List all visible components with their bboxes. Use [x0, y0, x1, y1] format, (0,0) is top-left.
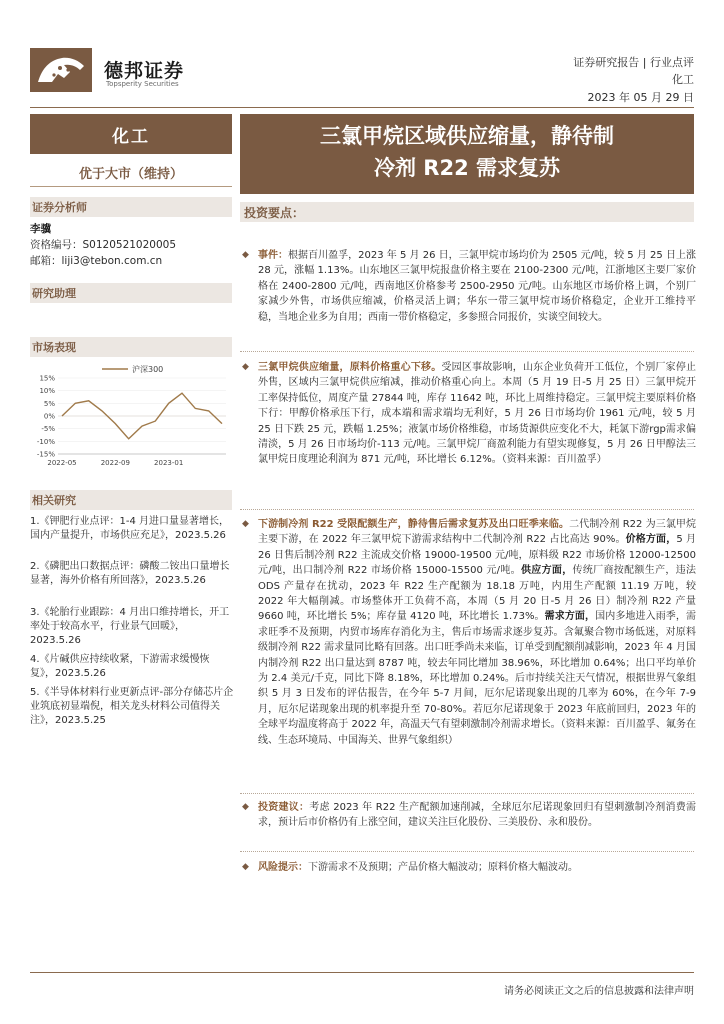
report-date: 2023 年 05 月 29 日 [587, 91, 694, 104]
y-tick-label: -15% [36, 450, 55, 459]
email-line [30, 253, 162, 268]
supply-heading: 三氯甲烷供应缩量，原料价格重心下移。 [258, 362, 442, 373]
supply-subheading: 供应方面， [520, 565, 573, 577]
event-paragraph [244, 248, 696, 325]
rating: 优于大市（维持） [78, 167, 183, 182]
paragraph-divider [240, 851, 694, 852]
event-text: 根据百川盈孚，2023 年 5 月 26 日，三氯甲烷市场均价为 2505 元/吨，较 5 月 25 日上涨 28 元，涨幅 1.13%。山东地区三氯甲烷报盘价格主要在 2100-2300 元/吨，江浙地区主要厂家价格在 2400-2800 元/吨，西南地区价格参考 2500-2950 元/吨。山东地区市场价格上调，个别厂家减少外售，市场供应缩减，价格灵活上调；华东一带三氯甲烷市场价格稳定，企业开工维持平稳，当地企业多为自用；西南一带价格稳定，多参照合同报价，实谈空间较大。 [258, 250, 696, 323]
diamond-bullet-icon: ◆ [242, 362, 249, 372]
footer-disclaimer: 请务必阅读正文之后的信息披露和法律声明 [504, 986, 694, 997]
company-name-en: Topsperity Securities [106, 80, 179, 88]
diamond-bullet-icon: ◆ [242, 862, 249, 872]
analyst-name: 李骥 [30, 223, 51, 235]
demand-text-c: 传统厂商按配额生产，违法 ODS 产量存在扰动，2023 年 R22 生产配额为 18.18 万吨，内用生产配额 11.19 万吨，较 2022 年大幅削减。市场整体开工负荷不高，本周（5 月 20 日-5 月 26 日）制冷剂 R22 产量 9660 吨，环比增长 5%；库存量 4120 吨，环比增长 1.73%。 [258, 565, 697, 623]
market-chart [30, 362, 232, 472]
key-points-header: 投资要点： [240, 202, 694, 222]
market-section-header: 市场表现 [30, 337, 232, 357]
y-tick-label: 0% [43, 412, 55, 421]
y-tick-label: -10% [36, 437, 55, 446]
y-tick-label: 15% [39, 374, 55, 383]
diamond-bullet-icon: ◆ [242, 802, 249, 812]
y-tick-label: 5% [43, 399, 55, 408]
email-value[interactable]: liji3@tebon.com.cn [61, 255, 163, 267]
cert-label: 资格编号： [30, 239, 83, 251]
legend-label: 沪深300 [132, 365, 164, 374]
diamond-bullet-icon: ◆ [242, 250, 249, 260]
y-tick-label: -5% [41, 425, 55, 434]
x-tick-label: 2022-09 [100, 459, 130, 467]
related-item[interactable]: 4.《片碱供应持续收紧，下游需求缓慢恢复》，2023.5.26 [30, 654, 210, 679]
x-tick-label: 2022-05 [47, 459, 77, 467]
risk-heading: 风险提示： [258, 862, 308, 873]
supply-text: 受园区事故影响，山东企业负荷开工低位，个别厂家停止外售，区域内三氯甲烷供应缩减，推动价格重心向上。本周（5 月 19 日-5 月 25 日）三氯甲烷开工率保持低位，周度产量 27844 吨，库存 11642 吨，环比上周维持稳定。三氯甲烷主要原料价格下行：甲醇价格承压下行，成本端和需求端均无利好，5 月 26 日市场均价 1961 元/吨，较 5 月 25 日下跌 25 元，跌幅 1.25%；液氯市场价格维稳，市场货源供应变化不大，耗氯下游rgp需求偏清淡，5 月 26 日市场均价-113 元/吨。三氯甲烷厂商盈利能力有望实现修复，5 月 26 日甲醇法三氯甲烷日度理论利润为 871 元/吨，环比增长 6.12%。（资料来源：百川盈孚） [258, 362, 697, 466]
demand-heading: 下游制冷剂 R22 受限配额生产，静待售后需求复苏及出口旺季来临。 [258, 519, 570, 530]
assistant-section-header: 研究助理 [30, 283, 232, 303]
email-label: 邮箱： [30, 255, 62, 267]
related-item[interactable]: 2.《磷肥出口数据点评：磷酸二铵出口量增长显著，海外价格有所回落》，2023.5.26 [30, 561, 230, 586]
cert-value: S0120521020005 [82, 239, 177, 251]
report-title [240, 114, 694, 194]
report-industry: 化工 [672, 73, 694, 86]
price-heading: 价格方面， [625, 534, 677, 546]
investment-heading: 投资建议： [258, 802, 310, 813]
footer-divider [30, 972, 694, 973]
company-name: 德邦证券 [104, 60, 185, 82]
cert-line [30, 237, 176, 252]
paragraph-divider [240, 351, 694, 352]
diamond-bullet-icon: ◆ [242, 519, 249, 529]
related-item[interactable]: 1.《钾肥行业点评：1-4 月进口量显著增长，国内产量提升，市场供应充足》，2023.5.26 [30, 516, 230, 541]
x-tick-label: 2023-01 [154, 459, 184, 467]
paragraph-divider [240, 793, 694, 794]
y-tick-label: 10% [39, 387, 55, 396]
related-item[interactable]: 5.《半导体材料行业更新点评-部分存储芯片企业筑底初显端倪，相关龙头材料公司值得关注》，2023.5.25 [30, 687, 234, 726]
related-item[interactable]: 3.《轮胎行业跟踪：4 月出口维持增长，开工率处于较高水平，行业景气回暖》，2023.5.26 [30, 607, 230, 646]
risk-text: 下游需求不及预期；产品价格大幅波动；原料价格大幅波动。 [308, 862, 578, 873]
header-divider [30, 107, 694, 108]
supply-paragraph [244, 360, 696, 468]
rating-divider [30, 186, 232, 187]
demand-text-b: 5 月 26 日售后制冷剂 R22 主流成交价格 19000-19500 元/吨，原料级 R22 市场价格 12000-12500 元/吨，出口制冷剂 R22 市场价格 15000-15500 元/吨。 [258, 534, 696, 577]
demand-text-a: 二代制冷剂 R22 为三氯甲烷主要下游，在 2022 年三氯甲烷下游需求结构中二代制冷剂 R22 占比高达 90%。 [258, 519, 696, 546]
demand-paragraph [244, 517, 696, 748]
report-type: 证券研究报告 | 行业点评 [573, 56, 694, 69]
industry-label: 化工 [30, 114, 232, 154]
event-heading: 事件： [258, 250, 289, 261]
analyst-section-header: 证券分析师 [30, 197, 232, 217]
title-line-1: 三氯甲烷区域供应缩量，静待制 [320, 124, 614, 148]
paragraph-divider [240, 509, 694, 510]
demand-subheading: 需求方面， [544, 611, 596, 623]
title-line-2: 冷剂 R22 需求复苏 [373, 156, 560, 180]
investment-text: 考虑 2023 年 R22 生产配额加速削减，全球厄尔尼诺现象回归有望刺激制冷剂消费需求，预计后市价格仍有上涨空间，建议关注巨化股份、三美股份、永和股份。 [258, 802, 697, 829]
related-section-header: 相关研究 [30, 490, 232, 510]
demand-text-d: 国内多地进入雨季，需求旺季不及预期，内贸市场库存消化为主，售后市场需求逐步复苏。含氟聚合物市场低迷，对原料级制冷剂 R22 需求量同比略有回落。出口旺季尚未来临，订单受到配额削减影响，2023 年 4 月国内制冷剂 R22 出口量达到 8787 吨，较去年同比增加 38.96%，环比增加 0.64%；出口平均单价为 2.4 美元/千克，同比下降 8.18%，环比增加 0.24%。后市持续关注天气情况，根据世界气象组织 5 月 3 日发布的评估报告，在今年 5-7 月间，厄尔尼诺现象出现的几率为 60%，在今年 7-9 月，厄尔尼诺现象出现的机率提升至 70-80%。若厄尔尼诺现象于 2023 年底前回归，2023 年的全球平均温度将高于 2022 年，高温天气有望刺激制冷剂需求增长。（资料来源：百川盈孚、氟务在线、生态环境局、中国海关、世界气象组织） [258, 611, 696, 746]
risk-paragraph [244, 860, 696, 875]
investment-paragraph [244, 800, 696, 831]
leopard-logo-icon [30, 48, 92, 92]
